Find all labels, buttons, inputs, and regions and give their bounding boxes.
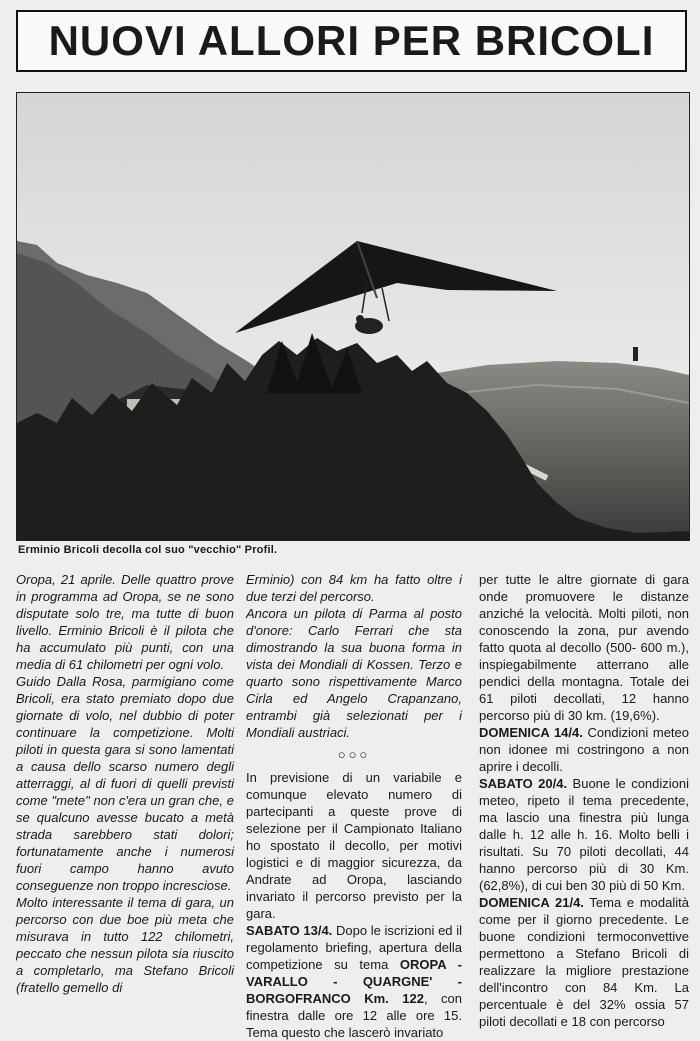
paragraph bbox=[246, 922, 462, 1041]
paragraph-text: , con finestra dalle ore 12 alle ore 15. Tema questo che lascerò invariato bbox=[246, 991, 462, 1040]
paragraph: Erminio) con 84 km ha fatto oltre i due terzi del percorso. bbox=[246, 572, 462, 604]
paragraph: Guido Dalla Rosa, parmigiano come Bricoli, era stato premiato dopo due giornate di volo, nel dubbio di poter continuare la competizione. Molti piloti in questa gara si sono lamentati a causa dello scarso numero degli atterraggi, al di fuori di quelli previsti come "mete" non c'era un gran che, e se qualcuno avesse bucato a metà strada sarebbero stati dolori; fortunatamente anche i numerosi fuori campo hanno avuto conseguenze non troppo incresciose. bbox=[16, 674, 234, 893]
article-column-1 bbox=[16, 571, 234, 996]
article-column-3 bbox=[479, 571, 689, 1030]
photo-caption: Erminio Bricoli decolla col suo "vecchio" Profil. bbox=[18, 544, 278, 556]
paragraph bbox=[479, 775, 689, 894]
paragraph bbox=[479, 894, 689, 1030]
paragraph: Molto interessante il tema di gara, un percorso con due boe più meta che misurava in tutto 122 chilometri, peccato che nessun pilota sia riuscito a completarlo, ma Stefano Bricoli (fratello gemello di bbox=[16, 895, 234, 995]
route-name: OROPA - VARALLO - QUARGNE' - BORGOFRANCO Km. 122 bbox=[246, 957, 462, 1006]
section-separator: ○○○ bbox=[337, 747, 371, 762]
paragraph-text: Buone le condizioni meteo, ripeto il tema precedente, ma lascio una finestra più lunga dalle h. 12 alle h. 16. Molto belli i risultati. Su 70 piloti decollati, 44 hanno percorso più di 30 Km. (62,8%), di cui ben 30 più di 50 Km. bbox=[479, 776, 690, 893]
day-heading: DOMENICA 14/4. bbox=[479, 725, 583, 740]
paragraph: per tutte le altre giornate di gara onde promuovere le distanze anziché la velocità. Molti piloti, non conoscendo la zona, pur avendo fatto quota al decollo (500- 600 m.), inspiegabilmente atterrano alle pendici della montagna. Totale dei 61 piloti decollati, 12 hanno percorso più di 30 km. (19,6%). bbox=[479, 572, 689, 723]
paragraph: Oropa, 21 aprile. Delle quattro prove in programma ad Oropa, se ne sono disputate solo tre, ma tutte di buon livello. Erminio Bricoli è il pilota che ha accumulato più punti, con una media di 61 chilometri per ogni volo. bbox=[16, 572, 234, 672]
paragraph-text: Tema e modalità come per il giorno precedente. Le buone condizioni termoconvettive permettono a Stefano Bricoli di realizzare la migliore prestazione dell'incontro con 84 Km. La percentuale è del 32% ossia 57 piloti decollati e 18 con percorso bbox=[479, 895, 689, 1029]
day-heading: SABATO 20/4. bbox=[479, 776, 568, 791]
paragraph: Ancora un pilota di Parma al posto d'onore: Carlo Ferrari che sta dimostrando la sua buona forma in vista dei Mondiali di Kossen. Terzo e quarto sono rispettivamente Marco Cirla ed Angelo Crapanzano, entrambi già selezionati per i Mondiali austriaci. bbox=[246, 606, 462, 740]
day-heading: DOMENICA 21/4. bbox=[479, 895, 584, 910]
hang-glider-photo bbox=[16, 92, 690, 541]
paragraph-text: Dopo le iscrizioni ed il regolamento briefing, apertura della competizione su tema bbox=[246, 923, 462, 972]
article-headline: NUOVI ALLORI PER BRICOLI bbox=[16, 10, 687, 72]
article-column-2 bbox=[246, 571, 462, 1041]
paragraph bbox=[479, 724, 689, 775]
paragraph-text: Condizioni meteo non idonee mi costringono a non aprire i decolli. bbox=[479, 725, 689, 774]
day-heading: SABATO 13/4. bbox=[246, 923, 333, 938]
paragraph: In previsione di un variabile e comunque elevato numero di partecipanti a queste prove di selezione per il Campionato Italiano ho spostato il decollo, per motivi logistici e di maggior sicurezza, da Andrate ad Oropa, lasciando invariato il percorso previsto per la gara. bbox=[246, 770, 462, 921]
